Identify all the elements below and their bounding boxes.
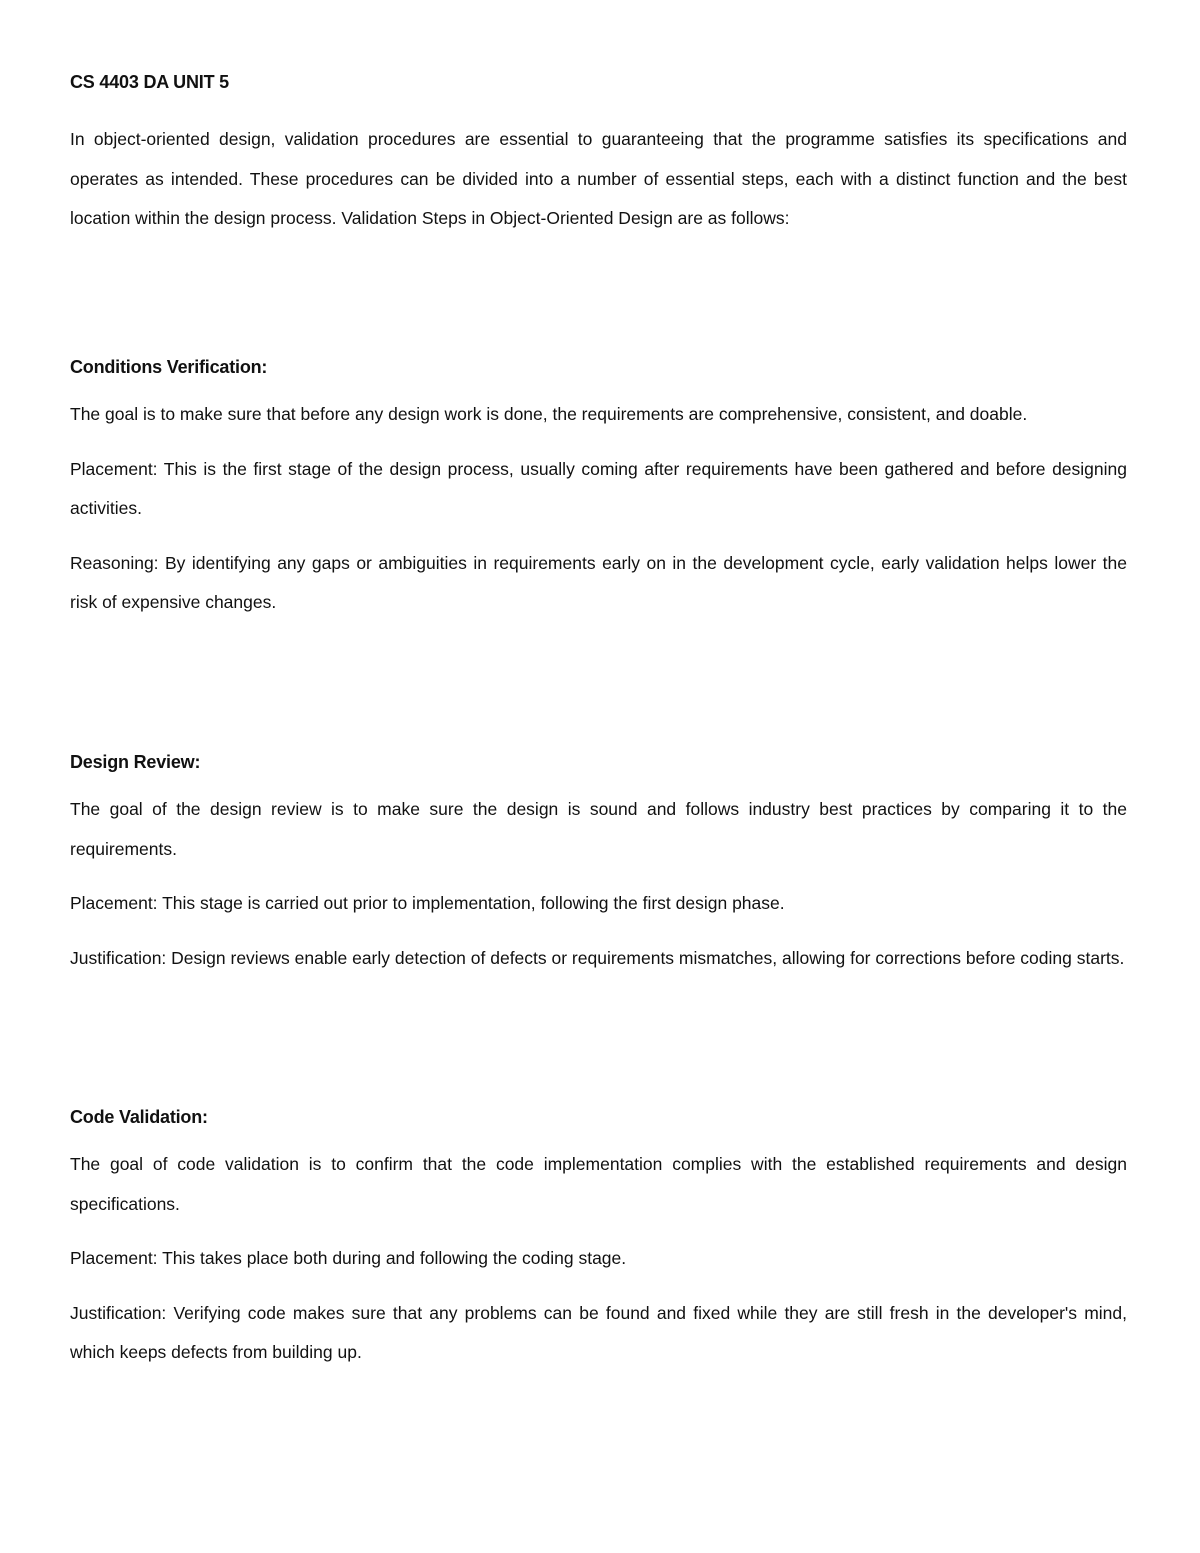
section-code-validation	[70, 1104, 1127, 1388]
placement-paragraph: Placement: This is the first stage of the design process, usually coming after requirements have been gathered and before designing activities.	[70, 458, 1127, 518]
placement-paragraph: Placement: This takes place both during and following the coding stage.	[70, 1248, 627, 1268]
section-heading: Code Validation:	[70, 1107, 208, 1127]
goal-paragraph: The goal of code validation is to confirm that the code implementation complies with the established requirements and design specifications.	[70, 1154, 1127, 1214]
goal-paragraph: The goal is to make sure that before any design work is done, the requirements are comprehensive, consistent, and doable.	[70, 404, 1028, 424]
section-heading: Conditions Verification:	[70, 357, 268, 377]
section-conditions-verification	[70, 354, 1127, 638]
document-title: CS 4403 DA UNIT 5	[70, 72, 229, 92]
goal-paragraph: The goal of the design review is to make sure the design is sound and follows industry best practices by comparing it to the requirements.	[70, 799, 1127, 859]
section-design-review	[70, 749, 1127, 993]
justification-paragraph: Justification: Verifying code makes sure that any problems can be found and fixed while they are still fresh in the developer's mind, which keeps defects from building up.	[70, 1302, 1127, 1362]
placement-paragraph: Placement: This stage is carried out prior to implementation, following the first design phase.	[70, 893, 785, 913]
reasoning-paragraph: Reasoning: By identifying any gaps or ambiguities in requirements early on in the development cycle, early validation helps lower the risk of expensive changes.	[70, 552, 1127, 612]
justification-paragraph: Justification: Design reviews enable early detection of defects or requirements mismatches, allowing for corrections before coding starts.	[70, 947, 1125, 968]
intro-paragraph: In object-oriented design, validation procedures are essential to guaranteeing that the programme satisfies its specifications and operates as intended. These procedures can be divided into a number of essential steps, each with a distinct function and the best location within the design process. Validation Steps in Object-Oriented Design are as follows:	[70, 129, 1127, 228]
section-heading: Design Review:	[70, 752, 201, 772]
